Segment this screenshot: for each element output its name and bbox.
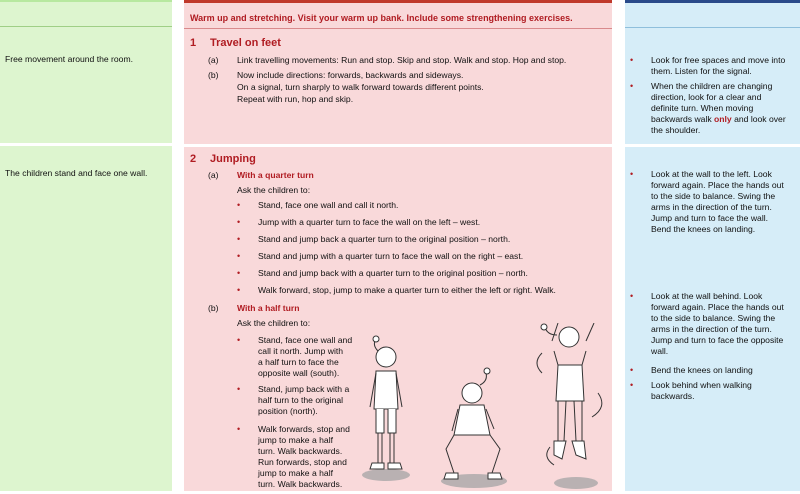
half-turn-step-2 — [258, 384, 349, 417]
section-1-b-label: (b) — [208, 70, 219, 80]
section-2-b-intro: Ask the children to: — [237, 318, 311, 328]
text-line: arms in the direction of the turn. — [651, 324, 772, 334]
text-line: call it north. Jump with — [258, 346, 344, 356]
text-line: Stand, face one wall and — [258, 335, 353, 345]
warm-up-header: Warm up and stretching. Visit your warm up bank. Include some strengthening exercises. — [190, 13, 573, 23]
section-2-title: Jumping — [210, 153, 256, 165]
teaching-points-column — [625, 0, 800, 491]
left-note-1: Free movement around the room. — [5, 54, 134, 64]
bullet: • — [237, 251, 241, 261]
bullet: • — [237, 234, 241, 244]
floor-shadow — [362, 469, 410, 481]
bullet: • — [630, 55, 634, 65]
quarter-turn-step-1: Stand, face one wall and call it north. — [258, 200, 399, 210]
half-turn-step-1 — [258, 335, 352, 379]
text-line: the shoulder. — [651, 125, 701, 135]
children-jumping-illustration — [354, 323, 604, 494]
column-rule — [625, 27, 800, 28]
text-line: Run forwards, stop and — [258, 457, 347, 467]
text-line: Bend the knees on landing — [651, 365, 753, 375]
section-2-b-label: (b) — [208, 303, 219, 313]
text-line: Look at the wall to the left. Look — [651, 169, 772, 179]
quarter-turn-step-3: Stand and jump back a quarter turn to the original position – north. — [258, 234, 511, 244]
text-line: backwards. — [651, 391, 695, 401]
left-note-2: The children stand and face one wall. — [5, 168, 148, 178]
bullet: • — [237, 424, 241, 434]
bullet: • — [630, 169, 634, 179]
teacher-notes-column — [0, 0, 172, 491]
text-line: jump to make a half — [258, 468, 333, 478]
text-line: Look behind when walking — [651, 380, 752, 390]
half-turn-step-3 — [258, 424, 350, 490]
text-line: Bend the knees on landing. — [651, 224, 756, 234]
text-line: to the side to balance. Swing the — [651, 191, 776, 201]
text-line: opposite wall (south). — [258, 368, 340, 378]
floor-shadow — [554, 477, 598, 489]
bullet: • — [630, 380, 634, 390]
text-line — [651, 114, 795, 125]
section-1-number: 1 — [190, 37, 197, 49]
text-line: Look for free spaces and move into — [651, 55, 786, 65]
jumping-child-figure — [537, 323, 602, 465]
text-line: definite turn. When moving — [651, 103, 754, 113]
text-line: Look at the wall behind. Look — [651, 291, 763, 301]
teaching-point-quarter-turn — [651, 169, 795, 235]
bullet: • — [237, 335, 241, 345]
section-2-number: 2 — [190, 153, 197, 165]
section-1-a-text: Link travelling movements: Run and stop. Skip and stop. Walk and stop. Hop and stop. — [237, 55, 567, 65]
column-rule — [0, 26, 172, 27]
section-divider — [0, 143, 172, 146]
bullet: • — [237, 217, 241, 227]
text-line: position (north). — [258, 406, 318, 416]
teaching-point-2 — [651, 81, 795, 136]
section-1-title: Travel on feet — [210, 37, 281, 49]
text-line: to the side to balance. Swing the — [651, 313, 776, 323]
quarter-turn-step-4: Stand and jump with a quarter turn to face the wall on the right – east. — [258, 251, 524, 261]
text-line: wall. — [651, 346, 669, 356]
section-1-b-line-3: Repeat with run, hop and skip. — [237, 94, 354, 104]
quarter-turn-step-6: Walk forward, stop, jump to make a quarter turn to either the left or right. Walk. — [258, 285, 556, 295]
bullet: • — [630, 81, 634, 91]
text-line: half turn to the original — [258, 395, 344, 405]
text-line: Jump and turn to face the opposite — [651, 335, 784, 345]
bullet: • — [237, 268, 241, 278]
teaching-point-1 — [651, 55, 795, 77]
crouching-child-figure — [444, 368, 502, 479]
section-2-b-title: With a half turn — [237, 303, 300, 313]
text-line: forward again. Place the hands out — [651, 302, 784, 312]
section-1-a-label: (a) — [208, 55, 219, 65]
section-2-a-title: With a quarter turn — [237, 170, 314, 180]
bullet: • — [237, 200, 241, 210]
text-line: turn. Walk backwards. — [258, 446, 343, 456]
text-line: Jump and turn to face the wall. — [651, 213, 769, 223]
bullet: • — [237, 285, 241, 295]
section-2-a-label: (a) — [208, 170, 219, 180]
lesson-activities-column — [184, 0, 612, 491]
text-line: forward again. Place the hands out — [651, 180, 784, 190]
text-fragment: backwards walk — [651, 114, 715, 124]
teaching-point-landing — [651, 365, 795, 376]
text-line: direction, look for a clear and — [651, 92, 762, 102]
quarter-turn-step-2: Jump with a quarter turn to face the wall on the left – west. — [258, 217, 481, 227]
section-1-b-line-1: Now include directions: forwards, backwards and sideways. — [237, 70, 464, 80]
text-line: Walk forwards, stop and — [258, 424, 350, 434]
text-line: them. Listen for the signal. — [651, 66, 752, 76]
teaching-point-walk-backwards — [651, 380, 795, 402]
text-line: When the children are changing — [651, 81, 773, 91]
section-divider — [625, 144, 800, 147]
section-2-a-intro: Ask the children to: — [237, 185, 311, 195]
section-1-b-line-2: On a signal, turn sharply to walk forward towards different points. — [237, 82, 484, 92]
emphasis-only: only — [714, 114, 732, 124]
text-line: a half turn to face the — [258, 357, 339, 367]
standing-child-figure — [370, 336, 402, 469]
text-fragment: and look over — [731, 114, 786, 124]
column-rule — [184, 28, 612, 29]
quarter-turn-step-5: Stand and jump back with a quarter turn to the original position – north. — [258, 268, 528, 278]
bullet: • — [630, 291, 634, 301]
bullet: • — [630, 365, 634, 375]
teaching-point-half-turn — [651, 291, 795, 357]
text-line: arms in the direction of the turn. — [651, 202, 772, 212]
text-line: jump to make a half — [258, 435, 333, 445]
section-divider — [184, 144, 612, 147]
text-line: Stand, jump back with a — [258, 384, 350, 394]
bullet: • — [237, 384, 241, 394]
text-line: turn. Walk backwards. — [258, 479, 343, 489]
